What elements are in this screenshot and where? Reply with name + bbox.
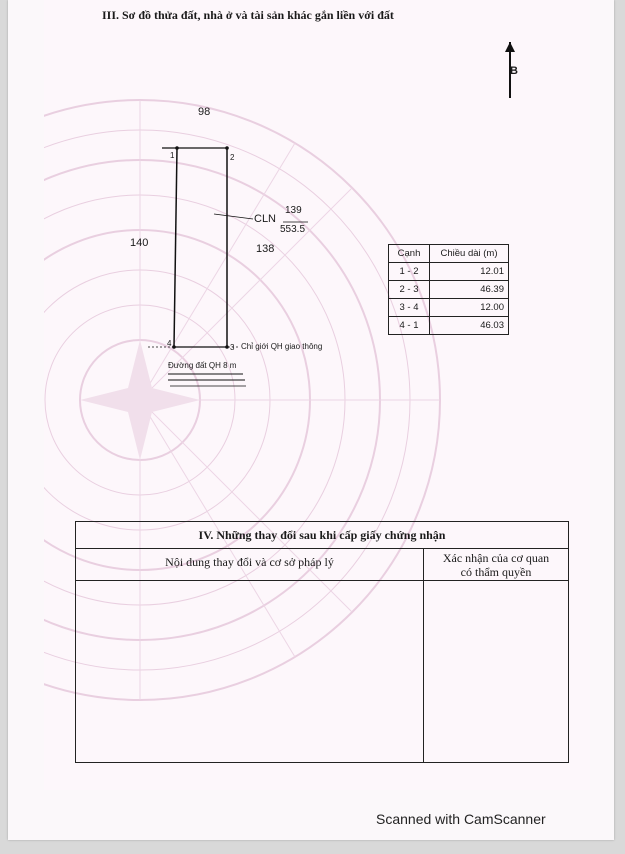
table-header-length: Chiều dài (m) (430, 245, 509, 263)
vertex-1-label: 1 (170, 151, 175, 160)
changes-section-box (75, 521, 569, 763)
edge-length-table (388, 244, 509, 335)
table-row (389, 263, 509, 281)
length-cell: 46.39 (430, 281, 509, 299)
north-label: B (510, 65, 518, 77)
divider (76, 548, 568, 549)
section-4-title: IV. Những thay đổi sau khi cấp giấy chứng nhận (198, 528, 446, 542)
length-cell: 12.00 (430, 299, 509, 317)
table-header-edge: Cạnh (389, 245, 430, 263)
parcel-type-label: CLN (254, 213, 277, 225)
length-cell: 12.01 (430, 263, 509, 281)
neighbor-left-label: 140 (130, 237, 149, 249)
vertex-markers (172, 146, 229, 349)
authority-confirmation-header (424, 551, 568, 579)
parcel-outline (148, 148, 240, 347)
edge-cell: 4 - 1 (389, 317, 430, 335)
edge-cell: 2 - 3 (389, 281, 430, 299)
table-header-row (389, 245, 509, 263)
parcel-number-label: 139 (285, 205, 302, 216)
section-3-title: III. Sơ đồ thửa đất, nhà ở và tài sản khác gắn liền với đất (102, 8, 394, 22)
parcel-area-label: 553.5 (280, 224, 306, 235)
boundary-label: Chỉ giới QH giao thông (241, 342, 323, 351)
neighbor-top-label: 98 (198, 106, 211, 118)
authority-header-line1: Xác nhận của cơ quan (442, 551, 550, 565)
vertex-2-label: 2 (230, 153, 235, 162)
certificate-page (8, 0, 614, 840)
road-label: Đường đất QH 8 m (168, 361, 237, 370)
authority-header-line2: có thẩm quyền (460, 565, 532, 579)
table-row (389, 281, 509, 299)
parcel-leader-line (214, 214, 253, 219)
length-cell: 46.03 (430, 317, 509, 335)
divider (76, 580, 568, 581)
scanner-watermark-text: Scanned with CamScanner (376, 811, 546, 827)
vertex-3-label: 3 (230, 343, 235, 352)
edge-cell: 1 - 2 (389, 263, 430, 281)
neighbor-right-label: 138 (256, 243, 275, 255)
edge-cell: 3 - 4 (389, 299, 430, 317)
divider (423, 548, 424, 762)
table-row (389, 317, 509, 335)
vertex-4-label: 4 (167, 339, 172, 348)
changes-content-header: Nội dung thay đổi và cơ sở pháp lý (165, 555, 334, 569)
table-row (389, 299, 509, 317)
road-lines (168, 374, 246, 386)
parcel-diagram (8, 0, 614, 420)
